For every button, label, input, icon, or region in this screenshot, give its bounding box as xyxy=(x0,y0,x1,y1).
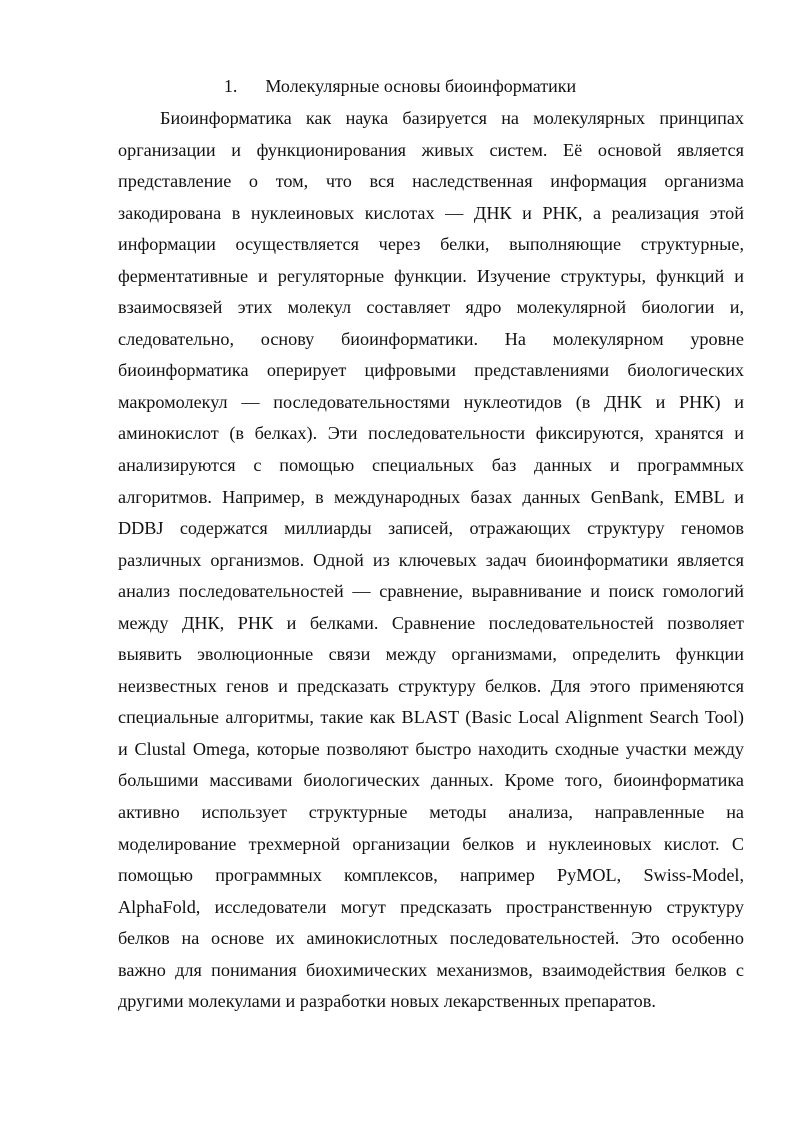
paragraph-line: другими молекулами и разработки новых лекарственных препаратов. xyxy=(118,991,656,1012)
paragraph-line: неизвестных генов и предсказать структуру белков. Для этого применяются xyxy=(118,675,744,696)
paragraph-line: алгоритмов. Например, в международных базах данных GenBank, EMBL и xyxy=(118,486,744,507)
paragraph-line: аминокислот (в белках). Эти последовательности фиксируются, хранятся и xyxy=(118,423,744,444)
paragraph-line: AlphaFold, исследователи могут предсказать пространственную структуру xyxy=(118,896,744,917)
paragraph-line: помощью программных комплексов, например PyMOL, Swiss-Model, xyxy=(118,865,744,886)
paragraph-line: между ДНК, РНК и белками. Сравнение последовательностей позволяет xyxy=(118,612,744,633)
paragraph-line-text: Биоинформатика как наука базируется на молекулярных принципах xyxy=(160,108,744,128)
paragraph-line: информации осуществляется через белки, выполняющие структурные, xyxy=(118,234,744,255)
paragraph-line: моделирование трехмерной организации белков и нуклеиновых кислот. С xyxy=(118,833,744,854)
paragraph-line: биоинформатика оперирует цифровыми представлениями биологических xyxy=(118,360,744,381)
section-number: 1. xyxy=(223,76,238,96)
paragraph-line: анализ последовательностей — сравнение, выравнивание и поиск гомологий xyxy=(118,581,744,602)
paragraph-line: ферментативные и регуляторные функции. Изучение структуры, функций и xyxy=(118,265,744,286)
paragraph-line: представление о том, что вся наследственная информация организма xyxy=(118,171,744,192)
paragraph-line: следовательно, основу биоинформатики. На молекулярном уровне xyxy=(118,328,744,349)
section-heading xyxy=(0,74,800,98)
paragraph-line: выявить эволюционные связи между организмами, определить функции xyxy=(118,644,744,665)
body-paragraph xyxy=(118,103,744,1018)
paragraph-line xyxy=(118,103,744,135)
paragraph-line: и Clustal Omega, которые позволяют быстро находить сходные участки между xyxy=(118,738,744,759)
paragraph-line: специальные алгоритмы, такие как BLAST (Basic Local Alignment Search Tool) xyxy=(118,707,744,728)
paragraph-line: взаимосвязей этих молекул составляет ядро молекулярной биологии и, xyxy=(118,297,744,318)
paragraph-line: макромолекул — последовательностями нуклеотидов (в ДНК и РНК) и xyxy=(118,391,744,412)
paragraph-line: DDBJ содержатся миллиарды записей, отражающих структуру геномов xyxy=(118,518,744,539)
paragraph-line: активно использует структурные методы анализа, направленные на xyxy=(118,802,744,823)
paragraph-line: различных организмов. Одной из ключевых задач биоинформатики является xyxy=(118,549,744,570)
paragraph-line: закодирована в нуклеиновых кислотах — ДНК и РНК, а реализация этой xyxy=(118,202,744,223)
paragraph-line: белков на основе их аминокислотных последовательностей. Это особенно xyxy=(118,928,744,949)
paragraph-line: важно для понимания биохимических механизмов, взаимодействия белков с xyxy=(118,959,744,980)
paragraph-line: организации и функционирования живых систем. Её основой является xyxy=(118,139,744,160)
paragraph-line: большими массивами биологических данных. Кроме того, биоинформатика xyxy=(118,770,744,791)
paragraph-line: анализируются с помощью специальных баз данных и программных xyxy=(118,455,744,476)
section-title: Молекулярные основы биоинформатики xyxy=(265,76,577,96)
